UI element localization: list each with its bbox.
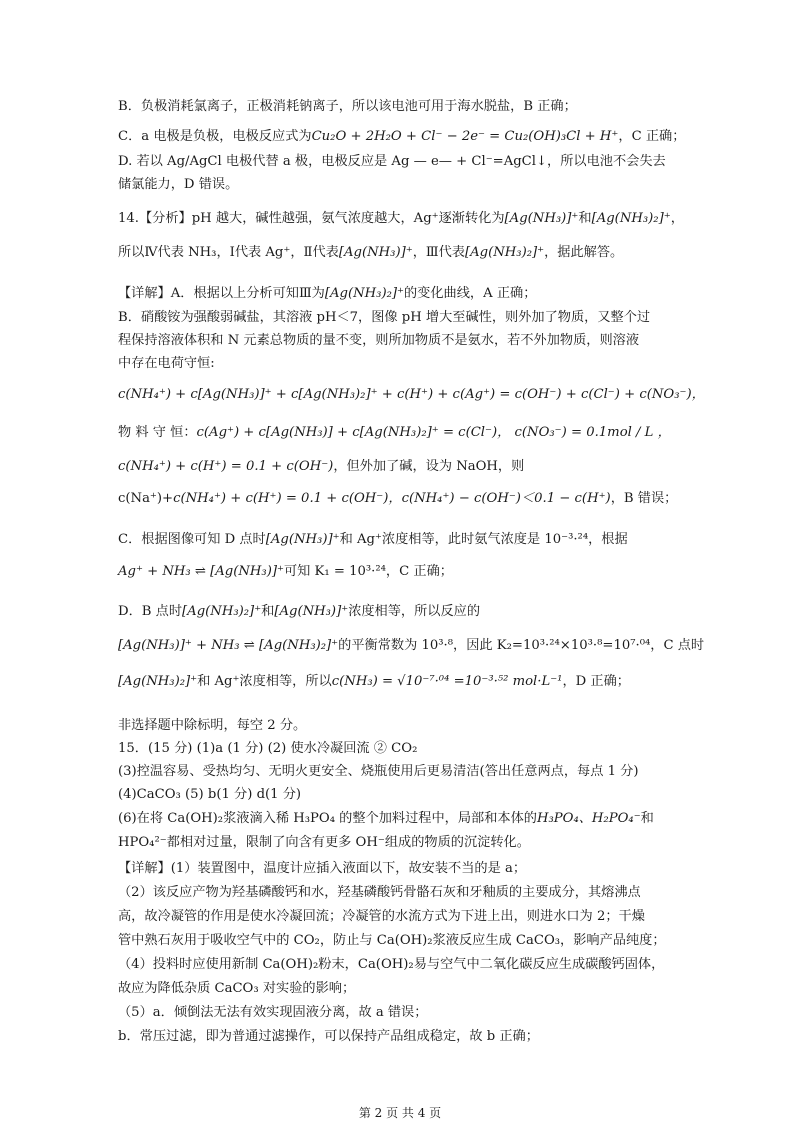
line-q15-1: 15．(15 分) (1)a (1 分) (2) 使水冷凝回流 ② CO₂ [118,741,418,756]
q14b-formula-1: [Ag(NH₃)]⁺ [338,245,413,260]
d3-and: 和 [261,604,275,619]
line-c1 [118,128,685,146]
line-c1-prefix: C．a 电极是负极，电极反应式为 [118,129,312,144]
c2-text: C．根据图像可知 D 点时 [118,532,266,547]
q14b-formula-2: [Ag(NH₃)₂]⁺ [464,245,545,260]
q14b-end: ，据此解答。 [544,245,624,260]
line-nonselect: 非选择题中除标明，每空 2 分。 [118,718,307,733]
line-det5: （4）投料时应使用新制 Ca(OH)₂粉末，Ca(OH)₂易与空气中二氧化碳反应生成碳酸钙固体， [118,957,665,972]
line-det7: （5）a．倾倒法无法有效实现固液分离，故 a 错误； [118,1005,428,1020]
na-end: ，B 错误； [610,491,678,506]
line-det1: 【详解】(1）装置图中，温度计应插入液面以下，故安装不当的是 a； [118,861,527,876]
page-footer: 第 2 页 共 4 页 [358,1106,442,1120]
d4-equation: [Ag(NH₃)]⁺ + NH₃ ⇌ [Ag(NH₃)₂]⁺ [118,638,339,653]
line-q15-6b [118,834,530,852]
line-det8: b．常压过滤，即为普通过滤操作，可以保持产品组成稳定，故 b 正确； [118,1029,539,1044]
q15-6a-text: (6)在将 Ca(OH)₂浆液滴入稀 H₃PO₄ 的整个加料过程中，局部和本体的 [118,811,537,826]
line-c1-equation: Cu₂O + 2H₂O + Cl⁻ − 2e⁻ = Cu₂(OH)₃Cl + H⁺ [311,129,619,144]
d3-post: 浓度相等，所以反应的 [348,604,481,619]
d5-end: ，D 正确； [562,674,630,689]
line-d4 [118,637,704,655]
line-b3: 程保持溶液体积和 N 元素总物质的量不变，则所加物质不是氨水，若不外加物质，则溶液 [118,333,640,348]
line-b2: B．硝酸铵为强酸弱碱盐，其溶液 pH＜7，图像 pH 增大至碱性，则外加了物质，又整个过 [118,310,651,325]
d3-formula-1: [Ag(NH₃)₂]⁺ [182,604,262,619]
material-eq1: c(Ag⁺) + c[Ag(NH₃)] + c[Ag(NH₃)₂]⁺ = c(Cl⁻) [196,425,498,440]
c2-formula: [Ag(NH₃)]⁺ [265,532,340,547]
d3-formula-2: [Ag(NH₃)]⁺ [274,604,349,619]
d4-post: 的平衡常数为 10³·⁸，因此 K₂=10³·²⁴×10³·⁸=10⁷·⁰⁴，C 点时 [338,638,705,653]
line-c1-suffix: ，C 正确； [618,129,686,144]
line-b4: 中存在电荷守恒: [118,356,215,371]
line-material-eq3 [118,458,524,476]
q14b-text: 所以Ⅳ代表 NH₃，Ⅰ代表 Ag⁺，Ⅱ代表 [118,245,339,260]
line-det4: 管中熟石灰用于吸收空气中的 CO₂，防止与 Ca(OH)₂浆液反应生成 CaCO₃，影响产品纯度； [118,933,666,948]
q15-6a-formula: H₃PO₄、H₂PO₄⁻ [536,811,641,826]
material-eq3-post: ，但外加了碱，设为 NaOH，则 [333,459,525,474]
d3-text: D．B 点时 [118,604,183,619]
line-q15-4: (4)CaCO₃ (5) b(1 分) d(1 分) [118,787,302,802]
material-eq3: c(NH₄⁺) + c(H⁺) = 0.1 + c(OH⁻) [118,459,334,474]
line-d5 [118,673,630,691]
line-c3 [118,563,453,581]
q15-6b-text: 都相对过量，限制了向含有更多 OH⁻组成的物质的沉淀转化。 [166,835,530,850]
line-d3 [118,603,480,621]
line-detail-a [118,285,536,303]
q14-analysis-text: 14.【分析】pH 越大，碱性越强，氨气浓度越大，Ag⁺逐渐转化为 [118,211,505,226]
line-d1: D. 若以 Ag/AgCl 电极代替 a 极，电极反应是 Ag — e— + Cl⁻=AgCl↓，所以电池不会失去 [118,154,666,169]
line-det6: 故应为降低杂质 CaCO₃ 对实验的影响； [118,981,356,996]
line-b1: B．负极消耗氯离子，正极消耗钠离子，所以该电池可用于海水脱盐，B 正确； [118,99,577,114]
q15-6a-end: 和 [640,811,654,826]
detail-a-end: 的变化曲线，A 正确； [404,286,537,301]
detail-a-formula: [Ag(NH₃)₂]⁺ [324,286,404,301]
c3-post: 可知 K₁ = 10³·²⁴，C 正确； [283,564,453,579]
line-q15-6a [118,810,654,828]
q14-and: 和 [578,211,592,226]
q15-6b-formula: HPO₄²⁻ [118,835,167,850]
line-q14-analysis [118,210,684,228]
c2-post: 和 Ag⁺浓度相等，此时氨气浓度是 10⁻³·²⁴，根据 [339,532,628,547]
line-q15-3: (3)控温容易、受热均匀、无明火更安全、烧瓶使用后更易清洁(答出任意两点，每点 1 分) [118,764,639,779]
line-det2: （2）该反应产物为羟基磷酸钙和水，羟基磷酸钙骨骼石灰和牙釉质的主要成分，其熔沸点 [118,885,641,900]
line-na-equation [118,490,677,508]
detail-a-text: 【详解】A．根据以上分析可知Ⅲ为 [118,286,325,301]
material-label: 物 料 守 恒： [118,425,197,440]
q14-formula-1: [Ag(NH₃)]⁺ [504,211,579,226]
material-eq2: ， c(NO₃⁻) = 0.1mol / L ， [497,425,671,440]
na-eq1: c(NH₄⁺) + c(H⁺) = 0.1 + c(OH⁻) [173,491,389,506]
line-det3: 高，故冷凝管的作用是使水冷凝回流；冷凝管的水流方式为下进上出，则进水口为 2；干燥 [118,909,645,924]
line-c2 [118,531,628,549]
na-eq2: ，c(NH₄⁺) − c(OH⁻)＜0.1 − c(H⁺) [388,491,611,506]
na-prefix: c(Na⁺)+ [118,491,174,506]
charge-balance-equation: c(NH₄⁺) + c[Ag(NH₃)]⁺ + c[Ag(NH₃)₂]⁺ + c(H⁺) + c(Ag⁺) = c(OH⁻) + c(Cl⁻) + c(NO₃⁻)， [118,387,705,402]
d5-formula: [Ag(NH₃)₂]⁺ [118,674,198,689]
line-d2: 储氯能力，D 错误。 [118,177,239,192]
d5-mid: 和 Ag⁺浓度相等，所以 [197,674,332,689]
line-q14-b [118,244,623,262]
d5-equation: c(NH₃) = √10⁻⁷·⁰⁴ =10⁻³·⁵² mol·L⁻¹ [331,674,563,689]
q14b-mid: ，Ⅲ代表 [412,245,465,260]
line-material-balance [118,424,671,442]
c3-equation: Ag⁺ + NH₃ ⇌ [Ag(NH₃)]⁺ [118,564,284,579]
q14-formula-2: [Ag(NH₃)₂]⁺ [591,211,671,226]
q14-end: ， [670,211,684,226]
